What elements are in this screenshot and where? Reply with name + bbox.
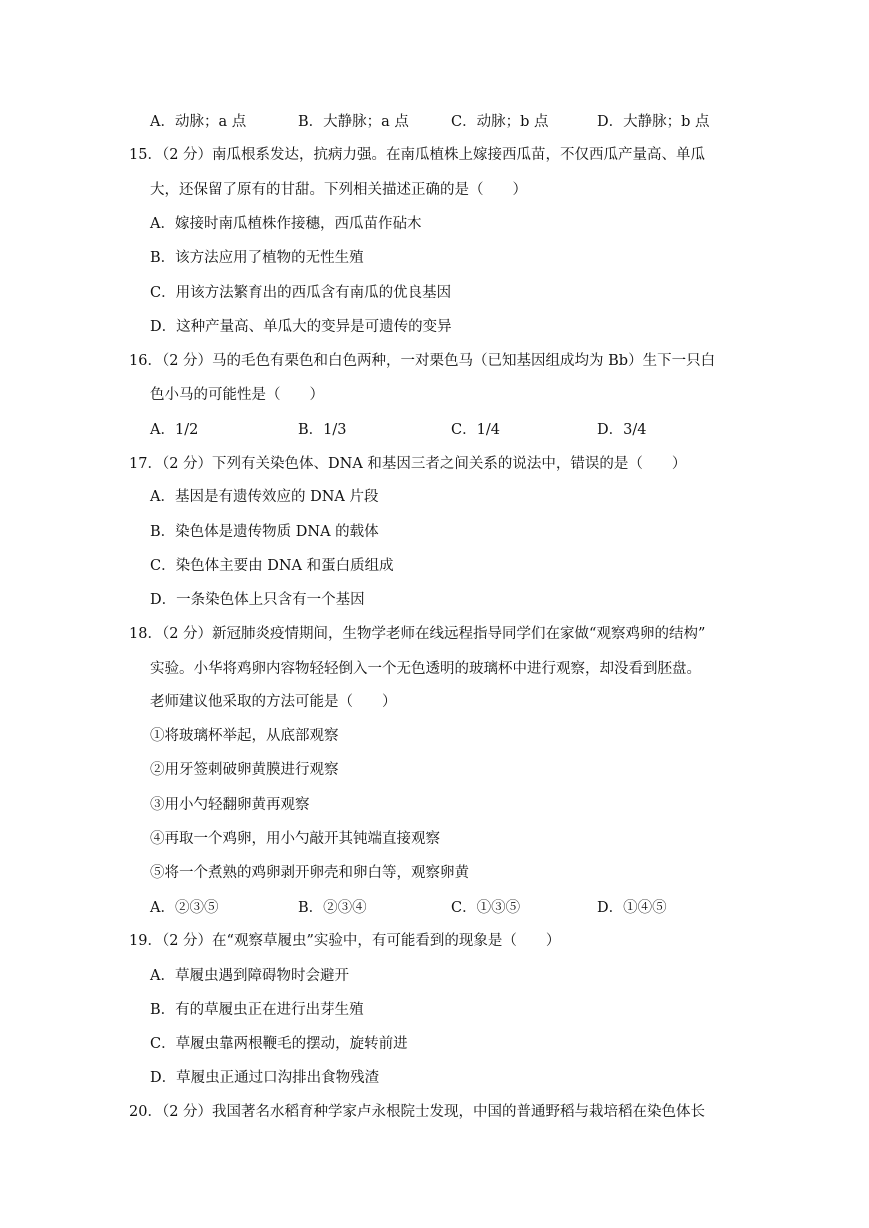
q15-option-b: B．该方法应用了植物的无性生殖 <box>150 250 364 266</box>
q18-option-c: C．①③⑤ <box>451 900 521 916</box>
q14-options <box>150 112 750 132</box>
q18-stem-line3: 老师建议他采取的方法可能是（ ） <box>150 694 397 710</box>
q19-stem-line1: 19．（2 分）在“观察草履虫”实验中，有可能看到的现象是（ ） <box>129 933 561 949</box>
q16-option-c: C．1/4 <box>451 422 500 438</box>
q14-option-c: C．动脉；b 点 <box>451 114 549 130</box>
q15-stem-line2: 大，还保留了原有的甘甜。下列相关描述正确的是（ ） <box>150 182 527 198</box>
q17-option-b: B．染色体是遗传物质 DNA 的载体 <box>150 524 379 540</box>
q15-option-c: C．用该方法繁育出的西瓜含有南瓜的优良基因 <box>150 285 452 301</box>
q16-option-d: D．3/4 <box>597 422 647 438</box>
q17-stem-line1: 17．（2 分）下列有关染色体、DNA 和基因三者之间关系的说法中，错误的是（ ） <box>129 456 687 472</box>
q18-item-2: ②用牙签刺破卵黄膜进行观察 <box>150 762 339 778</box>
q18-stem-line2: 实验。小华将鸡卵内容物轻轻倒入一个无色透明的玻璃杯中进行观察，却没看到胚盘。 <box>150 661 701 677</box>
q18-option-b: B．②③④ <box>298 900 367 916</box>
q17-option-c: C．染色体主要由 DNA 和蛋白质组成 <box>150 558 394 574</box>
q17-option-d: D．一条染色体上只含有一个基因 <box>150 592 365 608</box>
q15-stem-line1: 15．（2 分）南瓜根系发达，抗病力强。在南瓜植株上嫁接西瓜苗，不仅西瓜产量高、单瓜 <box>129 147 706 163</box>
q16-option-b: B．1/3 <box>298 422 347 438</box>
q14-option-b: B．大静脉；a 点 <box>298 114 409 130</box>
q18-stem-line1: 18．（2 分）新冠肺炎疫情期间，生物学老师在线远程指导同学们在家做“观察鸡卵的结构” <box>129 626 706 642</box>
q15-option-d: D．这种产量高、单瓜大的变异是可遗传的变异 <box>150 319 452 335</box>
q14-option-a: A．动脉；a 点 <box>150 114 247 130</box>
q18-item-3: ③用小勺轻翻卵黄再观察 <box>150 797 310 813</box>
q17-option-a: A．基因是有遗传效应的 DNA 片段 <box>150 489 379 505</box>
q19-option-a: A．草履虫遇到障碍物时会避开 <box>150 968 349 984</box>
q19-option-c: C．草履虫靠两根鞭毛的摆动，旋转前进 <box>150 1036 408 1052</box>
q18-options <box>150 898 750 918</box>
q16-stem-line2: 色小马的可能性是（ ） <box>150 387 324 403</box>
q18-item-4: ④再取一个鸡卵，用小勺敲开其钝端直接观察 <box>150 831 440 847</box>
q18-item-5: ⑤将一个煮熟的鸡卵剥开卵壳和卵白等，观察卵黄 <box>150 865 469 881</box>
q20-stem-line1: 20．（2 分）我国著名水稻育种学家卢永根院士发现，中国的普通野稻与栽培稻在染色体长 <box>129 1104 706 1120</box>
q14-option-d: D．大静脉；b 点 <box>597 114 710 130</box>
q18-option-d: D．①④⑤ <box>597 900 667 916</box>
q19-option-d: D．草履虫正通过口沟排出食物残渣 <box>150 1070 380 1086</box>
q16-stem-line1: 16．（2 分）马的毛色有栗色和白色两种，一对栗色马（已知基因组成均为 Bb）生下一只白 <box>129 353 716 369</box>
q19-option-b: B．有的草履虫正在进行出芽生殖 <box>150 1002 364 1018</box>
q16-option-a: A．1/2 <box>150 422 199 438</box>
q16-options <box>150 420 750 440</box>
q18-option-a: A．②③⑤ <box>150 900 219 916</box>
q18-item-1: ①将玻璃杯举起，从底部观察 <box>150 728 339 744</box>
q15-option-a: A．嫁接时南瓜植株作接穗，西瓜苗作砧木 <box>150 216 422 232</box>
